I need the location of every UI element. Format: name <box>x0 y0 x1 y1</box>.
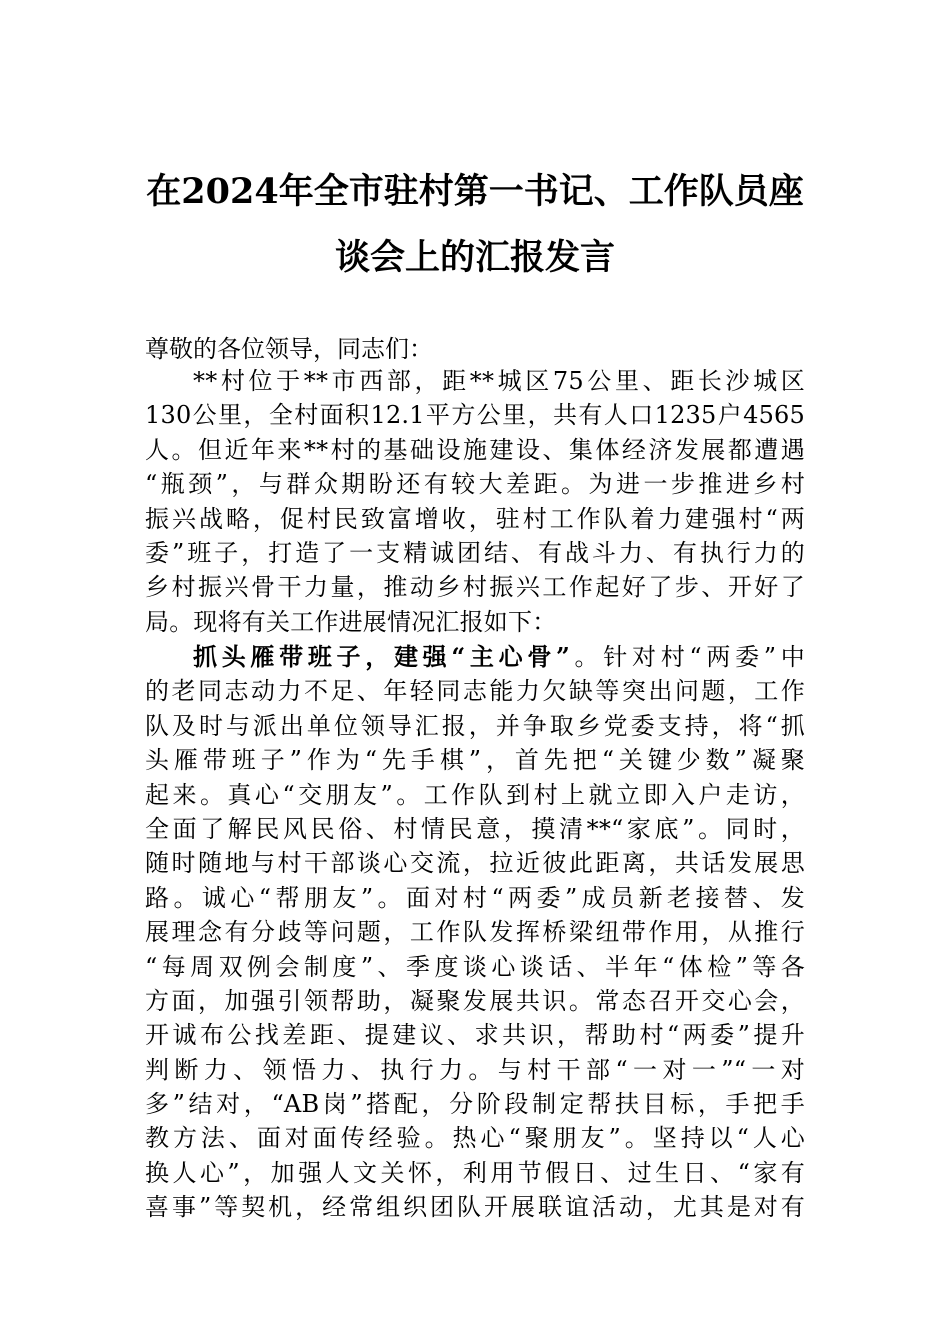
document-title-line-1: 在2024年全市驻村第一书记、工作队员座 <box>146 171 804 212</box>
paragraph-line: **村位于**市西部，距**城区75公里、距长沙城区 <box>193 367 805 395</box>
paragraph-line: 多”结对，“AB岗”搭配，分阶段制定帮扶目标，手把手 <box>145 1090 805 1119</box>
section-heading: 抓头雁带班子，建强“主心骨” <box>193 642 571 671</box>
document-title-line-2: 谈会上的汇报发言 <box>334 237 615 278</box>
paragraph-line: 振兴战略，促村民致富增收，驻村工作队着力建强村“两 <box>145 504 805 533</box>
paragraph-line: 委”班子，打造了一支精诚团结、有战斗力、有执行力的 <box>145 538 805 567</box>
paragraph-intro <box>145 364 805 639</box>
paragraph-line: 130公里，全村面积12.1平方公里，共有人口1235户4565 <box>145 401 805 430</box>
paragraph-line: 人。但近年来**村的基础设施建设、集体经济发展都遭遇 <box>145 435 805 464</box>
paragraph-line: “每周双例会制度”、季度谈心谈话、半年“体检”等各 <box>145 952 805 981</box>
paragraph-line: 教方法、面对面传经验。热心“聚朋友”。坚持以“人心 <box>145 1124 805 1153</box>
paragraph-line: 路。诚心“帮朋友”。面对村“两委”成员新老接替、发 <box>145 883 805 912</box>
section-heading-rest: 。针对村“两委”中 <box>570 643 805 671</box>
paragraph-line: 展理念有分歧等问题，工作队发挥桥梁纽带作用，从推行 <box>145 918 805 947</box>
paragraph-line: 全面了解民风民俗、村情民意，摸清**“家底”。同时， <box>145 814 805 843</box>
paragraph-line: 喜事”等契机，经常组织团队开展联谊活动，尤其是对有 <box>145 1193 805 1222</box>
paragraph-line: 换人心”，加强人文关怀，利用节假日、过生日、“家有 <box>145 1158 805 1187</box>
paragraph-line: 方面，加强引领帮助，凝聚发展共识。常态召开交心会， <box>145 986 805 1015</box>
paragraph-line <box>145 640 805 674</box>
paragraph-line: 起来。真心“交朋友”。工作队到村上就立即入户走访， <box>145 780 805 809</box>
paragraph-section-1 <box>145 640 805 1225</box>
paragraph-line: 乡村振兴骨干力量，推动乡村振兴工作起好了步、开好了 <box>145 573 805 602</box>
paragraph-line: 随时随地与村干部谈心交流，拉近彼此距离，共话发展思 <box>145 849 805 878</box>
paragraph-line: 的老同志动力不足、年轻同志能力欠缺等突出问题，工作 <box>145 677 805 706</box>
paragraph-line: “瓶颈”，与群众期盼还有较大差距。为进一步推进乡村 <box>145 470 805 499</box>
salutation: 尊敬的各位领导，同志们： <box>145 335 433 363</box>
paragraph-line: 头雁带班子”作为“先手棋”，首先把“关键少数”凝聚 <box>145 746 805 775</box>
paragraph-line: 队及时与派出单位领导汇报，并争取乡党委支持，将“抓 <box>145 711 805 740</box>
paragraph-line: 局。现将有关工作进展情况汇报如下： <box>145 607 557 636</box>
paragraph-line: 开诚布公找差距、提建议、求共识，帮助村“两委”提升 <box>145 1021 805 1050</box>
paragraph-line: 判断力、领悟力、执行力。与村干部“一对一”“一对 <box>145 1055 805 1084</box>
